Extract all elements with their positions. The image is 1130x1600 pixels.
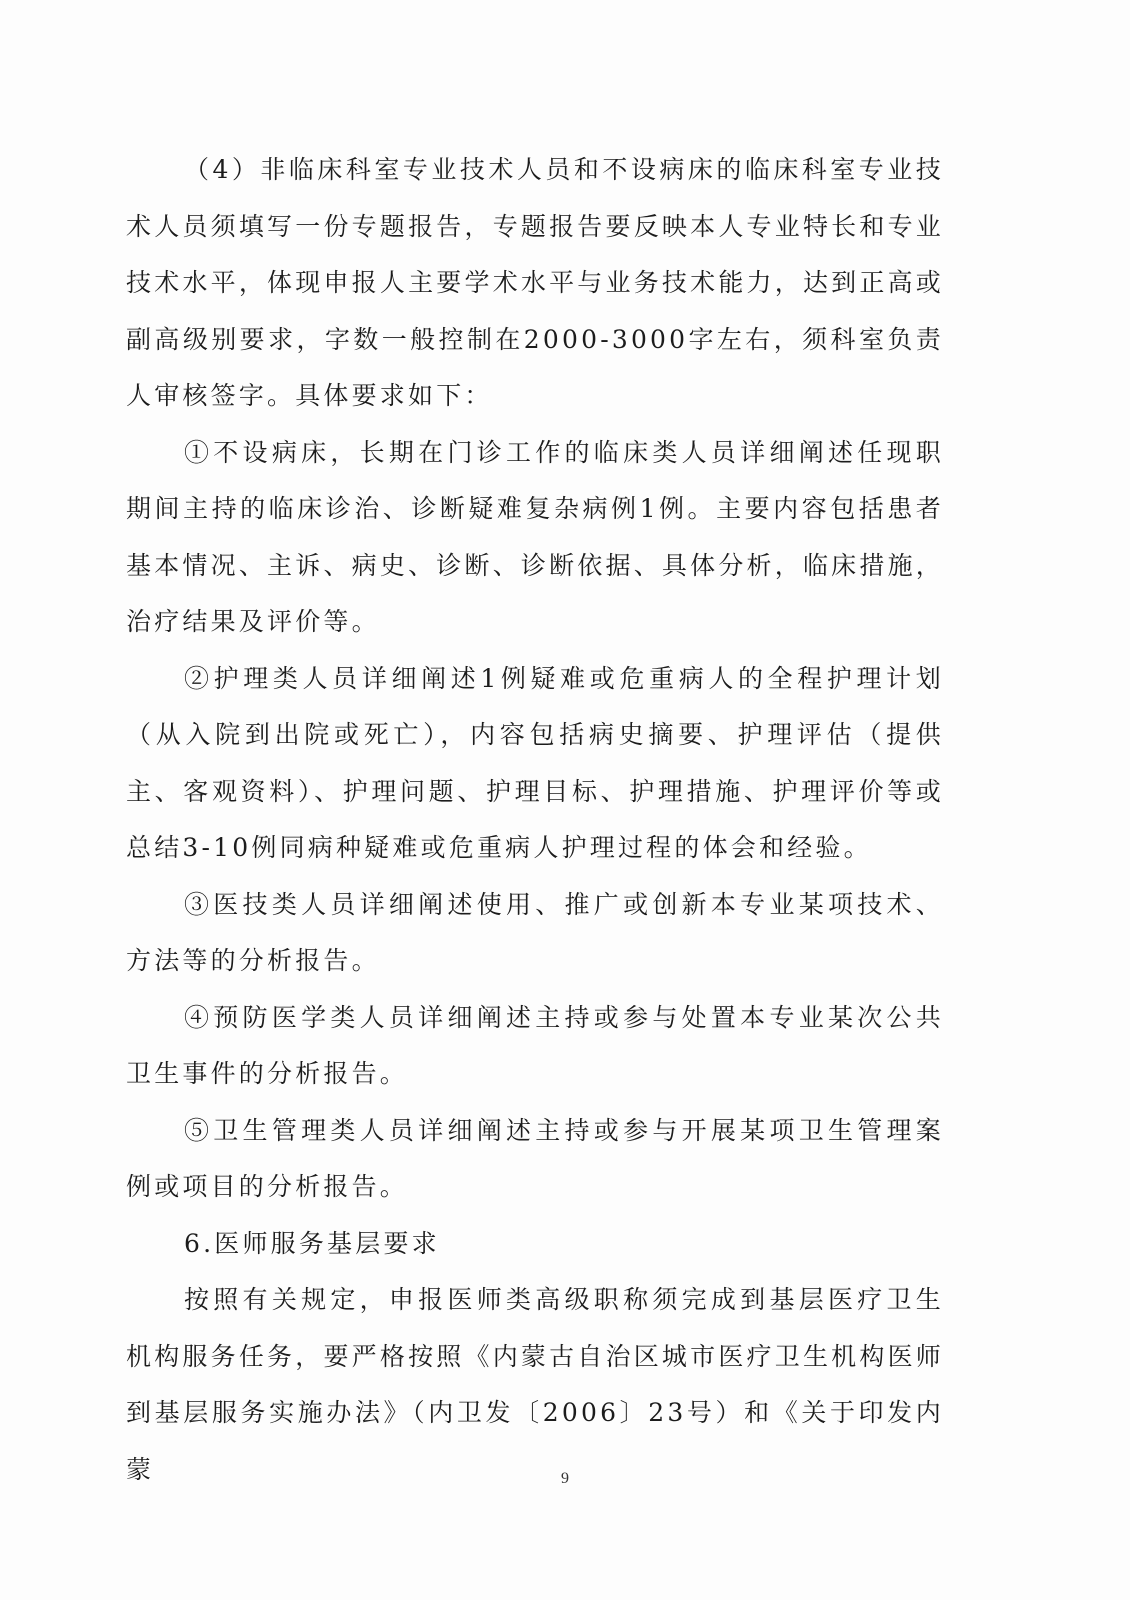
section-heading-physician-service: 6.医师服务基层要求 — [184, 1228, 440, 1258]
paragraph-health-management: ⑤卫生管理类人员详细阐述主持或参与开展某项卫生管理案例或项目的分析报告。 — [126, 1115, 944, 1201]
paragraph-preventive-medicine: ④预防医学类人员详细阐述主持或参与处置本专业某次公共卫生事件的分析报告。 — [126, 1002, 944, 1088]
paragraph-nursing: ②护理类人员详细阐述1例疑难或危重病人的全程护理计划（从入院到出院或死亡），内容包括病史摘要、护理评估（提供主、客观资料）、护理问题、护理目标、护理措施、护理评价等或总结3-10例同病种疑难或危重病人护理过程的体会和经验。 — [126, 663, 944, 862]
document-body — [126, 142, 944, 1498]
paragraph-special-report-requirement: （4）非临床科室专业技术人员和不设病床的临床科室专业技术人员须填写一份专题报告，专题报告要反映本人专业特长和专业技术水平，体现申报人主要学术水平与业务技术能力，达到正高或副高级别要求，字数一般控制在2000-3000字左右，须科室负责人审核签字。具体要求如下： — [126, 155, 944, 410]
page-number: 9 — [561, 1470, 569, 1487]
paragraph-outpatient-clinical: ①不设病床，长期在门诊工作的临床类人员详细阐述任现职期间主持的临床诊治、诊断疑难复杂病例1例。主要内容包括患者基本情况、主诉、病史、诊断、诊断依据、具体分析，临床措施，治疗结果及评价等。 — [126, 437, 944, 636]
paragraph-physician-service-rules: 按照有关规定，申报医师类高级职称须完成到基层医疗卫生机构服务任务，要严格按照《内蒙古自治区城市医疗卫生机构医师到基层服务实施办法》（内卫发〔2006〕23号）和《关于印发内蒙 — [126, 1285, 944, 1484]
paragraph-medical-technology: ③医技类人员详细阐述使用、推广或创新本专业某项技术、方法等的分析报告。 — [126, 889, 944, 975]
